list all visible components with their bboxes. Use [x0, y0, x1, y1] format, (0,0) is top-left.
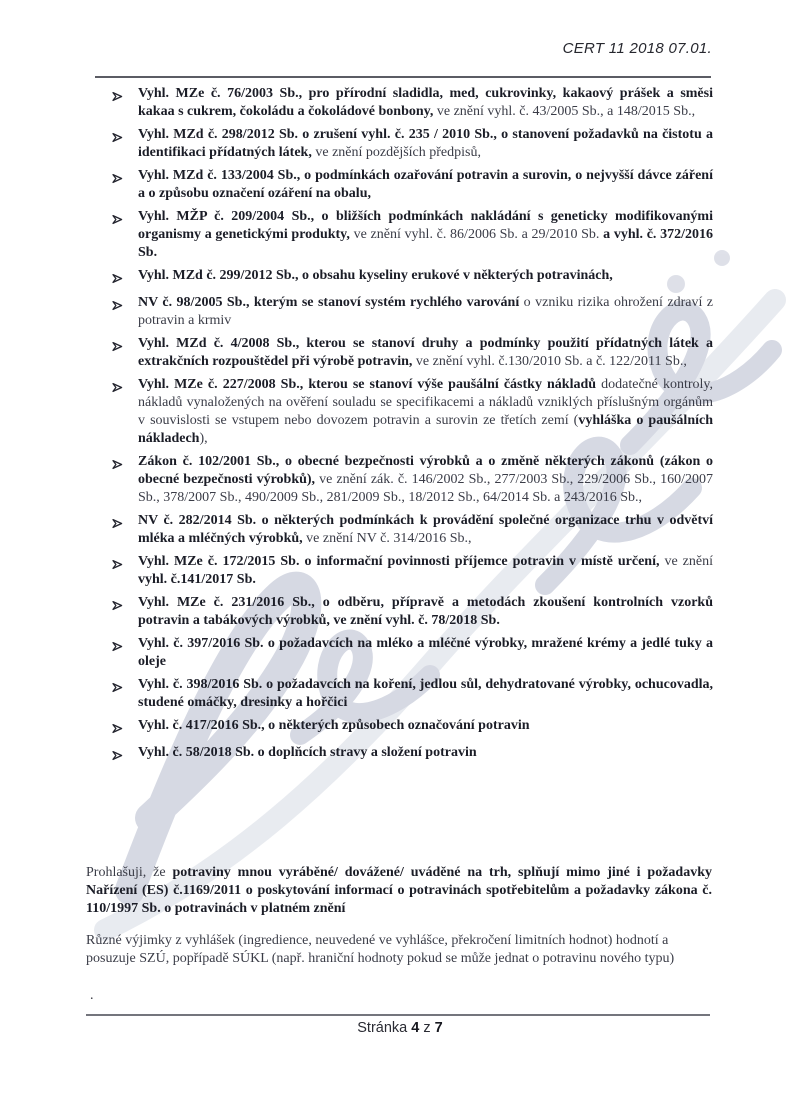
text-bold: Vyhl. č. 58/2018 Sb. o doplňcích stravy a složení potravin — [138, 745, 477, 760]
text-bold: Vyhl. MZe č. 231/2016 Sb., o odběru, přípravě a metodách zkoušení kontrolních vzorků potravin a tabákových výrobků, ve znění vyhl. č. 78/2018 Sb. — [138, 595, 713, 628]
list-item-text — [138, 376, 713, 448]
text-bold: NV č. 282/2014 Sb. o některých podmínkách k provádění společné organizace trhu v odvětví mléka a mléčných výrobků, — [138, 513, 713, 546]
list-item-text — [138, 635, 713, 671]
bullet-arrow-icon — [95, 167, 138, 203]
list-item — [95, 208, 713, 262]
bullet-arrow-icon — [95, 676, 138, 712]
list-item-text — [138, 335, 713, 371]
list-item-text — [138, 167, 713, 203]
bullet-arrow-icon — [95, 85, 138, 121]
text-regular: ve znění vyhl. č. 86/2006 Sb. a 29/2010 Sb. — [349, 227, 604, 242]
text-bold: Vyhl. MŽP č. 209/2004 Sb., o bližších podmínkách nakládání s geneticky modifikovanými organismy a genetickými produkty, — [138, 209, 713, 242]
text-bold: Vyhl. MZe č. 76/2003 Sb., pro přírodní sladidla, med, cukrovinky, kakaový prášek a směsi kakaa s cukrem, čokoládu a čokoládové bonbony, — [138, 86, 713, 119]
list-item — [95, 635, 713, 671]
bullet-arrow-icon — [95, 267, 138, 289]
bullet-arrow-icon — [95, 553, 138, 589]
list-item — [95, 85, 713, 121]
bullet-arrow-icon — [95, 335, 138, 371]
list-item — [95, 167, 713, 203]
list-item-text — [138, 267, 713, 289]
list-item — [95, 744, 713, 766]
bullet-arrow-icon — [95, 294, 138, 330]
list-item-text — [138, 594, 713, 630]
text-bold: a vyhl. č. 372/2016 Sb. — [138, 227, 714, 260]
footer-rule — [86, 1014, 710, 1016]
bullet-arrow-icon — [95, 453, 138, 507]
text-bold: vyhl. č.141/2017 Sb. — [138, 572, 256, 587]
text-bold: Vyhl. MZe č. 172/2015 Sb. o informační povinnosti příjemce potravin v místě určení, — [138, 554, 660, 569]
stray-period: . — [90, 988, 94, 1003]
page-number — [0, 1020, 800, 1036]
list-item-text — [138, 208, 713, 262]
text-regular: Prohlašuji, že — [86, 865, 173, 880]
text-regular: ve znění vyhl. č. 43/2005 Sb., a 148/2015 Sb., — [433, 104, 696, 119]
list-item-text — [138, 676, 713, 712]
list-item — [95, 594, 713, 630]
list-item-text — [138, 126, 713, 162]
list-item — [95, 553, 713, 589]
list-item — [95, 376, 713, 448]
text-regular: ve znění NV č. 314/2016 Sb., — [302, 531, 472, 546]
bullet-arrow-icon — [95, 594, 138, 630]
text-bold: Vyhl. MZd č. 298/2012 Sb. o zrušení vyhl. č. 235 / 2010 Sb., o stanovení požadavků na čistotu a identifikaci přídatných látek, — [138, 127, 713, 160]
bullet-arrow-icon — [95, 512, 138, 548]
text-bold: 7 — [434, 1020, 443, 1036]
text-bold: Vyhl. č. 417/2016 Sb., o některých způsobech označování potravin — [138, 718, 530, 733]
text-regular: ve znění pozdějších předpisů, — [311, 145, 481, 160]
text-regular: z — [419, 1020, 435, 1036]
notes-paragraph — [86, 932, 712, 968]
header-doc-code: CERT 11 2018 07.01. — [562, 40, 712, 57]
bullet-arrow-icon — [95, 744, 138, 766]
text-regular: dodatečné kontroly, nákladů vynaložených na ověření souladu se specifikacemi a nákladů vzniklých příslušným orgánům v souvislosti se vstupem nebo dovozem potravin a surovin ze třetích zemí ( — [138, 377, 713, 428]
bullet-arrow-icon — [95, 376, 138, 448]
text-bold: potraviny mnou vyráběné/ dovážené/ uváděné na trh, splňují mimo jiné i požadavky Nařízení (ES) č.1169/2011 o poskytování informací o potravinách spotřebitelům a požadavky zákona č. 110/1997 Sb. o potravinách v platném znění — [86, 865, 712, 916]
list-item-text — [138, 717, 713, 739]
list-item-text — [138, 512, 713, 548]
bullet-arrow-icon — [95, 208, 138, 262]
bullet-arrow-icon — [95, 717, 138, 739]
text-bold: Vyhl. MZe č. 227/2008 Sb., kterou se stanoví výše paušální částky nákladů — [138, 377, 597, 392]
text-regular: ve znění zák. č. 146/2002 Sb., 277/2003 Sb., 229/2006 Sb., 160/2007 Sb., 378/2007 Sb., 490/2009 Sb., 281/2009 Sb., 18/2012 Sb., 64/2014 Sb. a 243/2016 Sb., — [138, 472, 713, 505]
list-item — [95, 512, 713, 548]
list-item-text — [138, 553, 713, 589]
text-bold: NV č. 98/2005 Sb., kterým se stanoví systém rychlého varování — [138, 295, 520, 310]
list-item — [95, 126, 713, 162]
text-bold: 4 — [411, 1020, 420, 1036]
text-regular: ve znění — [659, 554, 713, 569]
text-bold: Vyhl. č. 397/2016 Sb. o požadavcích na mléko a mléčné výrobky, mražené krémy a jedlé tuky a oleje — [138, 636, 713, 669]
list-item — [95, 717, 713, 739]
text-regular: ve znění vyhl. č.130/2010 Sb. a č. 122/2011 Sb., — [412, 354, 687, 369]
list-item-text — [138, 453, 713, 507]
text-bold: Vyhl. MZd č. 299/2012 Sb., o obsahu kyseliny erukové v některých potravinách, — [138, 268, 613, 283]
bullet-arrow-icon — [95, 126, 138, 162]
list-item-text — [138, 294, 713, 330]
declaration-paragraph — [86, 864, 712, 918]
text-regular: ), — [199, 431, 208, 446]
list-item — [95, 335, 713, 371]
text-regular: Stránka — [357, 1020, 412, 1036]
text-regular: Různé výjimky z vyhlášek (ingredience, neuvedené ve vyhlášce, překročení limitních hodnot) hodnotí a posuzuje SZÚ, popřípadě SÚKL (např. hraniční hodnoty pokud se může jednat o potravinu nového typu) — [86, 933, 675, 966]
text-regular: o vzniku rizika ohrožení zdraví z potravin a krmiv — [138, 295, 713, 328]
header-rule — [95, 76, 711, 78]
list-item — [95, 453, 713, 507]
text-bold: Zákon č. 102/2001 Sb., o obecné bezpečnosti výrobků a o změně některých zákonů (zákon o obecné bezpečnosti výrobků), — [138, 454, 713, 487]
text-bold: Vyhl. MZd č. 4/2008 Sb., kterou se stanoví druhy a podmínky použití přídatných látek a extrakčních rozpouštědel při výrobě potravin, — [138, 336, 713, 369]
list-item-text — [138, 744, 713, 766]
bullet-arrow-icon — [95, 635, 138, 671]
list-item — [95, 267, 713, 289]
list-item — [95, 294, 713, 330]
regulation-list — [95, 85, 713, 771]
list-item — [95, 676, 713, 712]
text-bold: Vyhl. č. 398/2016 Sb. o požadavcích na koření, jedlou sůl, dehydratované výrobky, ochucovadla, studené omáčky, dresinky a hořčici — [138, 677, 713, 710]
text-bold: Vyhl. MZd č. 133/2004 Sb., o podmínkách ozařování potravin a surovin, o nejvyšší dávce záření a o způsobu označení ozáření na obalu, — [138, 168, 713, 201]
list-item-text — [138, 85, 713, 121]
text-bold: vyhláška o paušálních nákladech — [138, 413, 714, 446]
